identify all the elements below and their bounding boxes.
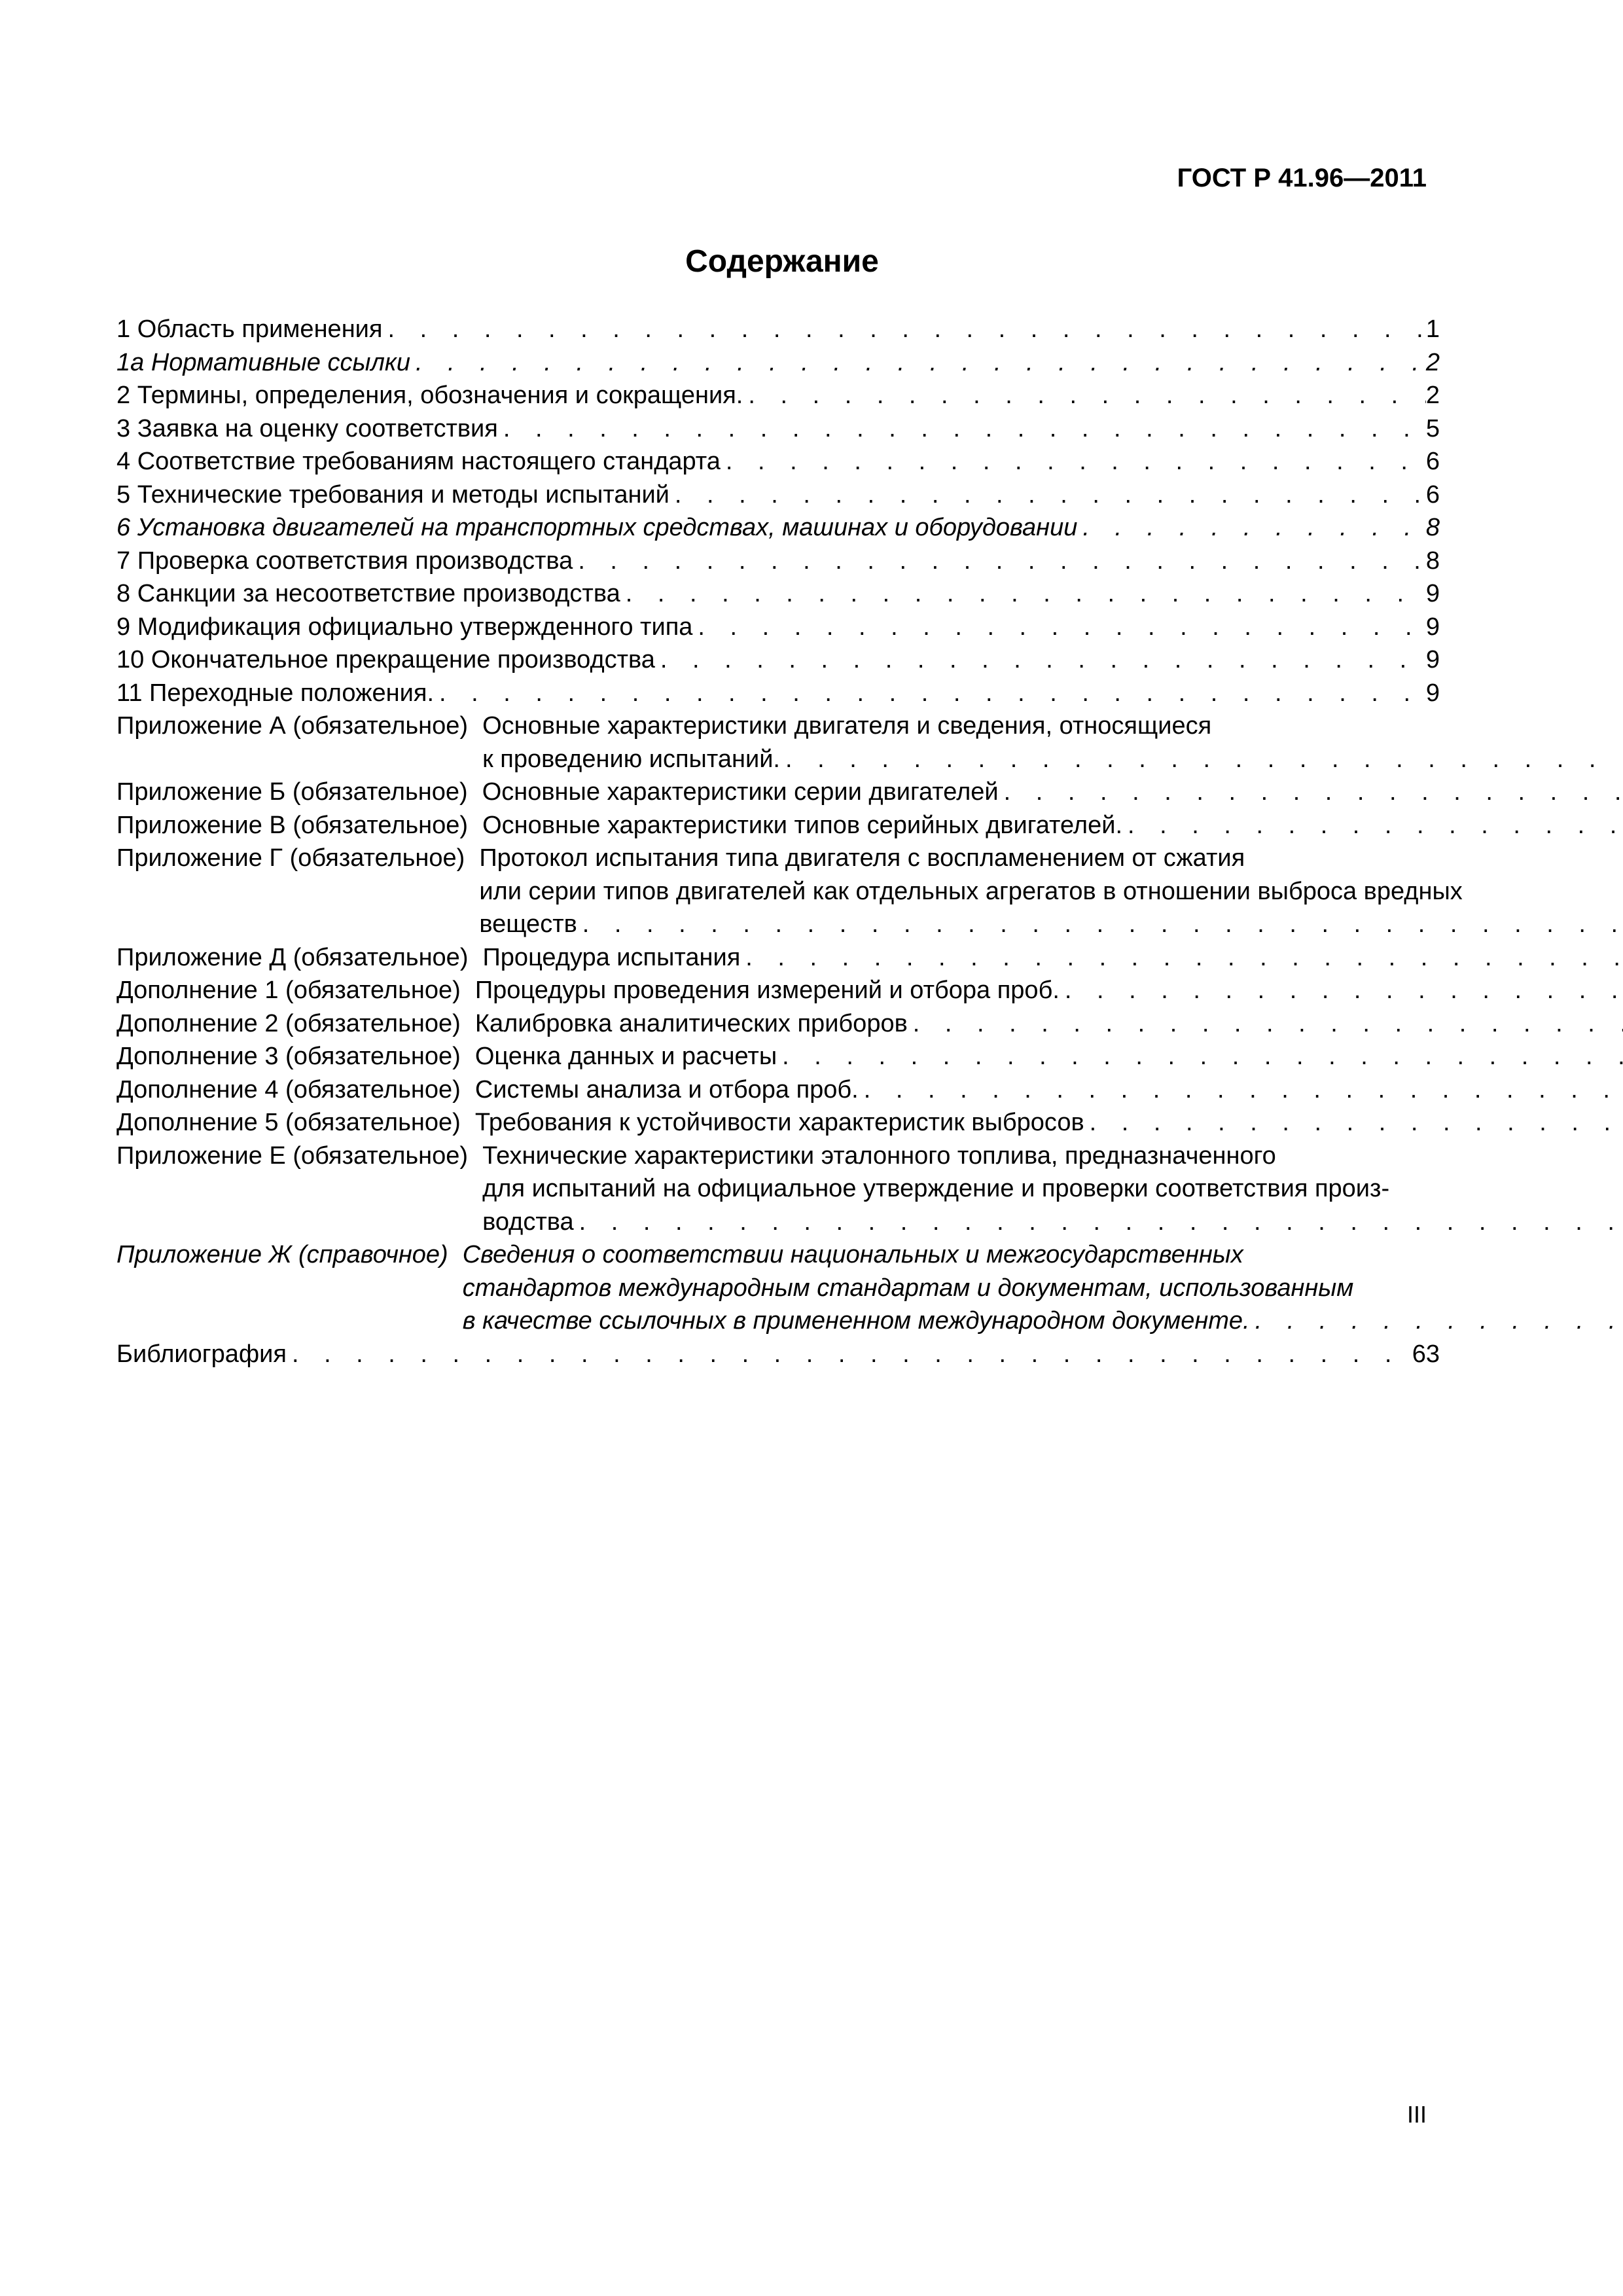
toc-entry[interactable] (116, 709, 1440, 776)
toc-entry[interactable] (116, 1338, 1440, 1371)
toc-entry-title: 10 Окончательное прекращение производства (116, 646, 655, 673)
toc-entry-title: Основные характеристики серии двигателей (482, 778, 999, 806)
toc-entry-page: 9 (1425, 679, 1440, 707)
toc-entry-prefix: Приложение В (обязательное) (116, 811, 469, 839)
toc-entry[interactable] (116, 776, 1440, 809)
dot-leader (999, 776, 1623, 809)
toc-entry-title: Процедура испытания (482, 943, 741, 971)
toc-entry-prefix: Приложение Б (обязательное) (116, 778, 468, 806)
toc-entry-page: 2 (1425, 382, 1440, 409)
toc-entry-prefix: Приложение Г (обязательное) (116, 844, 465, 872)
toc-entry-prefix: Приложение Д (обязательное) (116, 943, 469, 971)
toc-entry[interactable] (116, 412, 1440, 446)
dot-leader (780, 743, 1623, 776)
toc-entry-title: к проведению испытаний. (482, 745, 780, 773)
toc-entry-title: 8 Санкции за несоответствие производства (116, 580, 620, 607)
toc-entry-title: Калибровка аналитических приборов (474, 1009, 908, 1037)
toc-entry-title: 7 Проверка соответствия производства (116, 547, 573, 575)
toc-entry[interactable] (116, 842, 1463, 941)
toc-entry-page: 63 (1412, 1340, 1440, 1368)
dot-leader (573, 545, 1426, 578)
toc-entry[interactable] (116, 545, 1440, 578)
toc-entry-prefix: Дополнение 1 (обязательное) (116, 977, 461, 1004)
dot-leader (577, 908, 1623, 941)
toc-entry-title-line: Протокол испытания типа двигателя с воспламенением от сжатия (479, 844, 1245, 872)
toc-entry-prefix: Дополнение 3 (обязательное) (116, 1043, 461, 1070)
toc-entry[interactable] (116, 445, 1440, 478)
dot-leader (574, 1206, 1623, 1239)
toc-entry-title: Оценка данных и расчеты (474, 1043, 777, 1070)
toc-entry-prefix: Дополнение 4 (обязательное) (116, 1075, 461, 1103)
toc-entry[interactable] (116, 478, 1440, 512)
toc-entry[interactable] (116, 1238, 1440, 1338)
toc-entry-title: 2 Термины, определения, обозначения и сокращения. (116, 382, 743, 409)
toc-entry-title: 1а Нормативные ссылки (116, 348, 410, 376)
toc-entry-page: 5 (1425, 414, 1440, 442)
toc-entry-page: 6 (1425, 448, 1440, 475)
dot-leader (669, 478, 1426, 512)
toc-entry-title-line: или серии типов двигателей как отдельных агрегатов в отношении выброса вредных (479, 877, 1463, 905)
toc-entry-prefix: Дополнение 5 (обязательное) (116, 1109, 461, 1136)
toc-entry[interactable] (116, 1007, 1440, 1041)
toc-entry-title: 1 Область применения (116, 315, 383, 343)
toc-entry-prefix: Дополнение 2 (обязательное) (116, 1009, 461, 1037)
dot-leader (1250, 1304, 1623, 1338)
toc-entry[interactable] (116, 577, 1440, 611)
toc-entry[interactable] (116, 1139, 1440, 1239)
toc-entry[interactable] (116, 941, 1440, 975)
toc-entry-title: Системы анализа и отбора проб. (474, 1075, 859, 1103)
toc-entry-page: 8 (1425, 514, 1440, 541)
toc-entry[interactable] (116, 1106, 1440, 1139)
toc-entry-page: 6 (1425, 480, 1440, 509)
toc-title: Содержание (685, 244, 879, 279)
toc-entry-title-line: стандартов международным стандартам и документам, использованным (462, 1274, 1354, 1302)
toc-entry-page: 8 (1425, 547, 1440, 575)
toc-entry[interactable] (116, 809, 1440, 842)
toc-entry[interactable] (116, 511, 1440, 545)
dot-leader (908, 1007, 1623, 1041)
dot-leader (777, 1040, 1623, 1073)
dot-leader (434, 677, 1426, 710)
toc-entry-prefix: Приложение А (обязательное) (116, 712, 469, 740)
toc-entry-title: 5 Технические требования и методы испытаний (116, 480, 669, 509)
dot-leader (859, 1073, 1623, 1107)
dot-leader (1077, 511, 1425, 545)
dot-leader (1060, 974, 1623, 1007)
dot-leader (655, 643, 1426, 677)
toc-entry[interactable] (116, 1040, 1440, 1073)
dot-leader (740, 941, 1623, 975)
document-code: ГОСТ Р 41.96—2011 (1177, 164, 1427, 192)
toc-entry[interactable] (116, 974, 1440, 1007)
toc-entry-title: 4 Соответствие требованиям настоящего стандарта (116, 448, 721, 475)
toc-entry[interactable] (116, 643, 1440, 677)
toc-entry-page: 9 (1425, 646, 1440, 673)
toc-entry[interactable] (116, 611, 1440, 644)
toc-entry-title: Требования к устойчивости характеристик выбросов (474, 1109, 1084, 1136)
dot-leader (743, 379, 1426, 412)
toc-entry[interactable] (116, 379, 1440, 412)
toc-entry-title-line: Сведения о соответствии национальных и межгосударственных (462, 1241, 1243, 1268)
toc-entry-title-line: Основные характеристики двигателя и сведения, относящиеся (482, 712, 1212, 740)
dot-leader (1122, 809, 1623, 842)
toc-entry[interactable] (116, 677, 1440, 710)
toc-entry-title: Процедуры проведения измерений и отбора проб. (474, 977, 1060, 1004)
dot-leader (1084, 1106, 1623, 1139)
dot-leader (287, 1338, 1412, 1371)
toc-entry-title: 3 Заявка на оценку соответствия (116, 414, 498, 442)
toc-entry-title: Библиография (116, 1340, 287, 1368)
dot-leader (498, 412, 1426, 446)
page-number: III (1406, 2101, 1427, 2128)
toc-entry-page: 9 (1425, 580, 1440, 607)
toc-entry-prefix: Приложение Ж (справочное) (116, 1241, 448, 1268)
toc-entry[interactable] (116, 1073, 1440, 1107)
toc-entry[interactable] (116, 313, 1440, 346)
dot-leader (721, 445, 1426, 478)
dot-leader (620, 577, 1426, 611)
toc-entry-page: 2 (1425, 348, 1440, 376)
dot-leader (410, 346, 1426, 380)
dot-leader (692, 611, 1425, 644)
toc-entry-title: 9 Модификация официально утвержденного типа (116, 613, 693, 641)
toc-entry[interactable] (116, 346, 1440, 380)
toc-entry-title: Основные характеристики типов серийных двигателей. (482, 811, 1122, 839)
dot-leader (382, 313, 1425, 346)
toc-entry-title-line: Технические характеристики эталонного топлива, предназначенного (482, 1141, 1276, 1170)
toc-entry-page: 1 (1425, 315, 1440, 343)
toc-entry-title-line: для испытаний на официальное утверждение и проверки соответствия произ- (482, 1175, 1390, 1202)
toc-entry-title: водства (482, 1208, 574, 1236)
toc-entry-title: веществ (479, 910, 577, 938)
table-of-contents (116, 313, 1463, 1371)
toc-entry-title: 6 Установка двигателей на транспортных средствах, машинах и оборудовании (116, 514, 1078, 541)
toc-entry-prefix: Приложение Е (обязательное) (116, 1141, 469, 1170)
toc-entry-title: в качестве ссылочных в примененном международном документе. (462, 1307, 1250, 1335)
toc-entry-title: 11 Переходные положения. (116, 679, 435, 707)
toc-entry-page: 9 (1425, 613, 1440, 641)
